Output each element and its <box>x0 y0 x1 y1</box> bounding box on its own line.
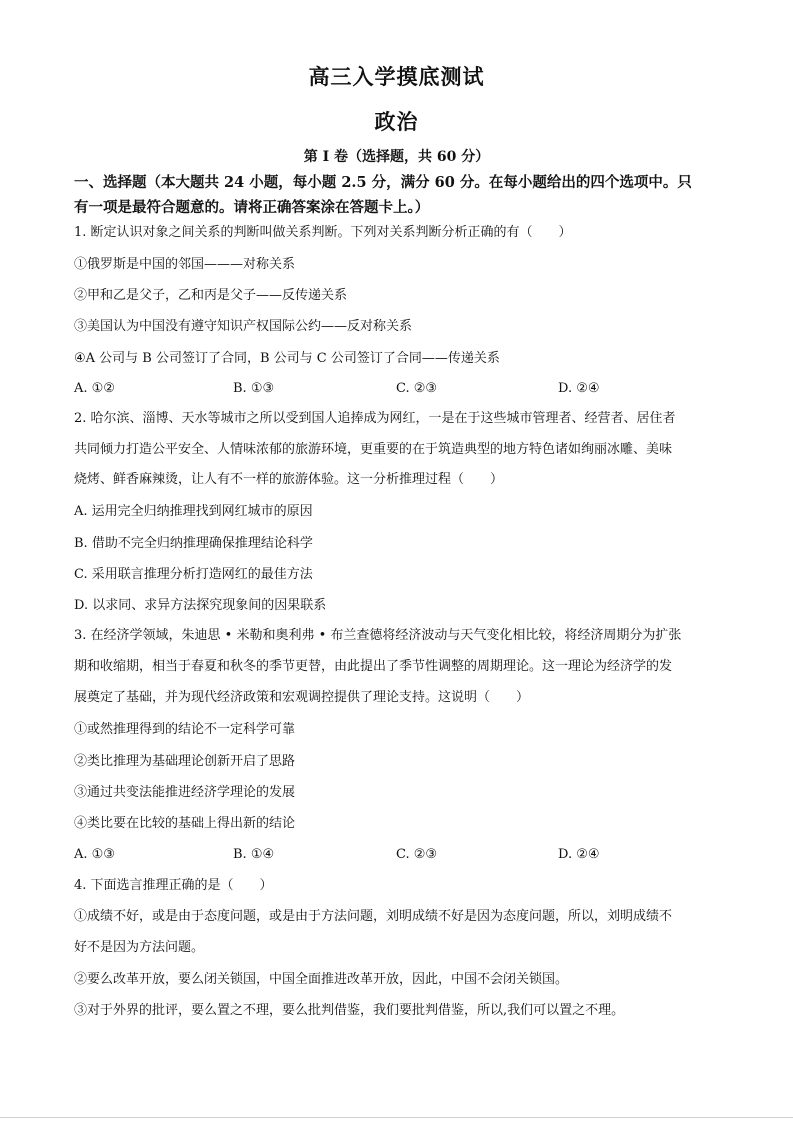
instruction-line: 一、选择题（本大题共 24 小题，每小题 2.5 分，满分 60 分。在每小题给出的四个选项中。只 <box>74 174 692 191</box>
question-3-stem-line: 期和收缩期，相当于春夏和秋冬的季节更替，由此提出了季节性调整的周期理论。这一理论为经济学的发 <box>74 659 673 674</box>
question-3-item: ③通过共变法能推进经济学理论的发展 <box>74 785 296 800</box>
question-3-item: ①或然推理得到的结论不一定科学可靠 <box>74 722 296 737</box>
question-2-option-c: C. 采用联言推理分析打造网红的最佳方法 <box>74 567 313 582</box>
question-3-option-d: D. ②④ <box>558 847 600 862</box>
question-3-option-b: B. ①④ <box>233 847 275 862</box>
question-3-item: ④类比要在比较的基础上得出新的结论 <box>74 816 296 831</box>
question-3-option-c: C. ②③ <box>396 847 438 862</box>
question-2-option-b: B. 借助不完全归纳推理确保推理结论科学 <box>74 536 313 551</box>
question-2-stem-line: 烧烤、鲜香麻辣烫，让人有不一样的旅游体验。这一分析推理过程（ ） <box>74 472 504 487</box>
question-2-option-a: A. 运用完全归纳推理找到网红城市的原因 <box>74 504 313 519</box>
question-1-item: ③美国认为中国没有遵守知识产权国际公约——反对称关系 <box>74 319 413 334</box>
instruction-line: 有一项是最符合题意的。请将正确答案涂在答题卡上。） <box>74 199 430 216</box>
question-2-stem-line: 共同倾力打造公平安全、人情味浓郁的旅游环境，更重要的在于筑造典型的地方特色诸如绚丽冰雕、美味 <box>74 442 673 457</box>
question-4-item: ①成绩不好，或是由于态度问题，或是由于方法问题，刘明成绩不好是因为态度问题，所以，刘明成绩不 <box>74 909 673 924</box>
question-1-option-a: A. ①② <box>74 381 115 396</box>
question-1-item: ②甲和乙是父子，乙和丙是父子——反传递关系 <box>74 288 348 303</box>
question-4-item: 好不是因为方法问题。 <box>74 940 205 955</box>
question-3-stem-line: 展奠定了基础，并为现代经济政策和宏观调控提供了理论支持。这说明（ ） <box>74 690 530 705</box>
subject-title: 政治 <box>374 109 419 134</box>
question-4-item: ②要么改革开放，要么闭关锁国，中国全面推进改革开放，因此，中国不会闭关锁国。 <box>74 972 569 987</box>
question-1-item: ④A 公司与 B 公司签订了合同，B 公司与 C 公司签订了合同——传递关系 <box>74 351 500 366</box>
question-3-stem-line: 3. 在经济学领域，朱迪思 • 米勒和奥利弗 • 布兰查德将经济波动与天气变化相比较，将经济周期分为扩张 <box>74 628 682 643</box>
question-1-option-b: B. ①③ <box>233 381 275 396</box>
question-1-stem: 1. 断定认识对象之间关系的判断叫做关系判断。下列对关系判断分析正确的有（ ） <box>74 225 572 240</box>
section-heading: 第 I 卷（选择题，共 60 分） <box>303 149 490 165</box>
question-3-option-a: A. ①③ <box>74 847 115 862</box>
page-bottom-rule <box>0 1117 793 1118</box>
question-4-item: ③对于外界的批评，要么置之不理，要么批判借鉴，我们要批判借鉴，所以,我们可以置之不理。 <box>74 1003 625 1018</box>
question-2-stem-line: 2. 哈尔滨、淄博、天水等城市之所以受到国人追捧成为网红，一是在于这些城市管理者、经营者、居住者 <box>74 411 676 426</box>
question-3-item: ②类比推理为基础理论创新开启了思路 <box>74 754 296 769</box>
question-4-stem: 4. 下面选言推理正确的是（ ） <box>74 878 273 893</box>
exam-title: 高三入学摸底测试 <box>308 64 485 89</box>
question-1-option-c: C. ②③ <box>396 381 438 396</box>
instructions <box>74 170 726 220</box>
question-1-option-d: D. ②④ <box>558 381 600 396</box>
question-2-option-d: D. 以求同、求异方法探究现象间的因果联系 <box>74 598 327 613</box>
question-1-item: ①俄罗斯是中国的邻国———对称关系 <box>74 257 296 272</box>
